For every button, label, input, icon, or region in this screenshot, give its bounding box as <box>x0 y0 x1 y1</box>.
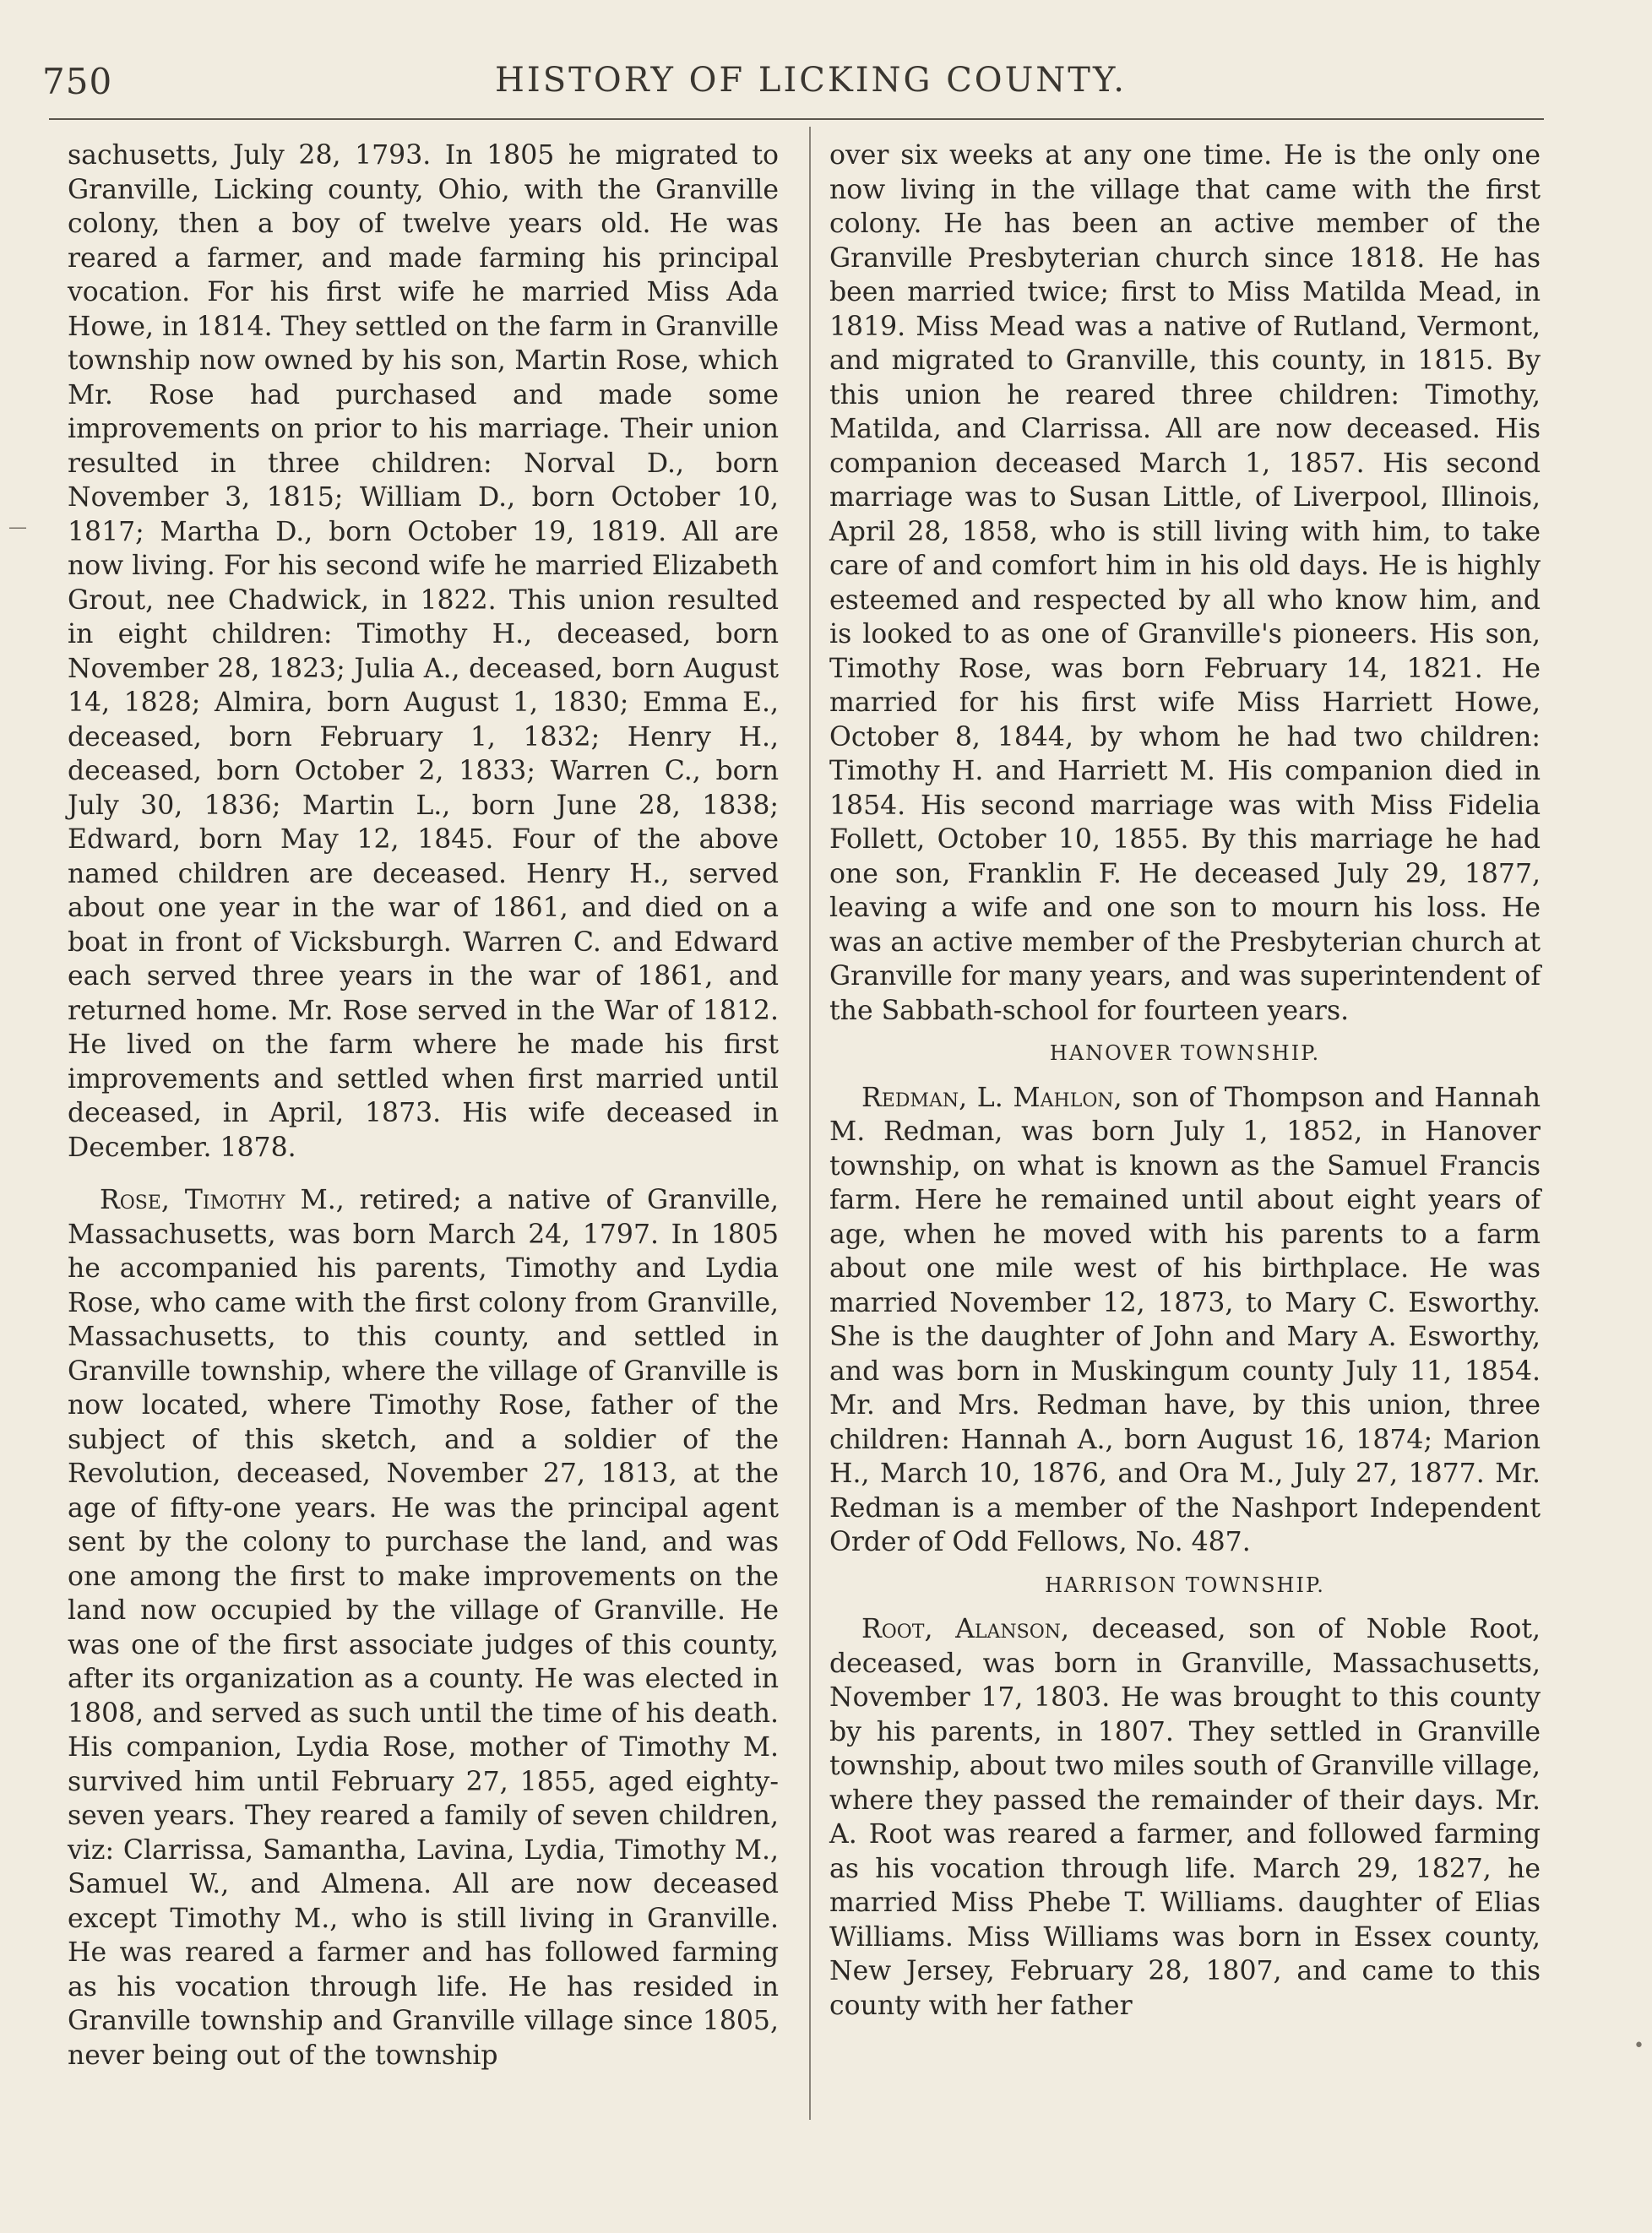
rose-timothy-m-body: retired; a native of Granville, Massachusetts, was born March 24, 1797. In 1805 he accompanied his parents, Timothy and Lydia Rose, who came with the first colony from Granville, Massachusetts, to this county, and settled in Granville township, where the village of Granville is now located, where Timothy Rose, father of the subject of this sketch, and a soldier of the Revolution, deceased, November 27, 1813, at the age of fifty-one years. He was the principal agent sent by the colony to purchase the land, and was one among the first to make improvements on the land now occupied by the village of Granville. He was one of the first associate judges of this county, after its organization as a county. He was elected in 1808, and served as such until the time of his death. His companion, Lydia Rose, mother of Timothy M. survived him until February 27, 1855, aged eighty-seven years. They reared a family of seven children, viz: Clarrissa, Samantha, Lavina, Lydia, Timothy M., Samuel W., and Almena. All are now deceased except Timothy M., who is still living in Granville. He was reared a farmer and has followed farming as his vocation through life. He has resided in Granville township and Granville village since 1805, never being out of the township <box>68 1185 779 2071</box>
right-paragraph-2 <box>829 1081 1541 1560</box>
redman-body: son of Thompson and Hannah M. Redman, was born July 1, 1852, in Hanover township, on what is known as the Samuel Francis farm. Here he remained until about eight years of age, when he moved with his parents to a farm about one mile west of his birthplace. He was married November 12, 1873, to Mary C. Esworthy. She is the daughter of John and Mary A. Esworthy, and was born in Muskingum county July 11, 1854. Mr. and Mrs. Redman have, by this union, three children: Hannah A., born August 16, 1874; Marion H., March 10, 1876, and Ora M., July 27, 1877. Mr. Redman is a member of the Nashport Independent Order of Odd Fellows, No. 487. <box>829 1082 1541 1557</box>
section-heading-hanover: HANOVER TOWNSHIP. <box>1049 1041 1321 1065</box>
left-paragraph-1: sachusetts, July 28, 1793. In 1805 he migrated to Granville, Licking county, Ohio, with the Granville colony, then a boy of twelve years old. He was reared a farmer, and made farming his principal vocation. For his first wife he married Miss Ada Howe, in 1814. They settled on the farm in Granville township now owned by his son, Martin Rose, which Mr. Rose had purchased and made some improvements on prior to his marriage. Their union resulted in three children: Norval D., born November 3, 1815; William D., born October 10, 1817; Martha D., born October 19, 1819. All are now living. For his second wife he married Elizabeth Grout, nee Chadwick, in 1822. This union resulted in eight children: Timothy H., deceased, born November 28, 1823; Julia A., deceased, born August 14, 1828; Almira, born August 1, 1830; Emma E., deceased, born February 1, 1832; Henry H., deceased, born October 2, 1833; Warren C., born July 30, 1836; Martin L., born June 28, 1838; Edward, born May 12, 1845. Four of the above named children are deceased. Henry H., served about one year in the war of 1861, and died on a boat in front of Vicksburgh. Warren C. and Edward each served three years in the war of 1861, and returned home. Mr. Rose served in the War of 1812. He lived on the farm where he made his first improvements and settled when first married until deceased, in April, 1873. His wife deceased in December. 1878. <box>68 140 779 1163</box>
left-column <box>68 139 779 2073</box>
left-paragraph-2 <box>68 1183 779 2073</box>
page-number: 750 <box>42 61 113 102</box>
rose-timothy-m-name: Rose, Timothy M., <box>100 1185 345 1215</box>
margin-dash-mark: — <box>8 517 27 538</box>
root-alanson-body: deceased, son of Noble Root, deceased, was born in Granville, Massachusetts, November 17, 1803. He was brought to this county by his parents, in 1807. They settled in Granville township, about two miles south of Granville village, where they passed the remainder of their days. Mr. A. Root was reared a farmer, and followed farming as his vocation through life. March 29, 1827, he married Miss Phebe T. Williams. daughter of Elias Williams. Miss Williams was born in Essex county, New Jersey, February 28, 1807, and came to this county with her father <box>829 1614 1541 2021</box>
redman-name: Redman, L. Mahlon, <box>861 1082 1122 1113</box>
section-heading-harrison: HARRISON TOWNSHIP. <box>1045 1573 1325 1597</box>
header-rule <box>49 118 1544 120</box>
right-column <box>829 139 1541 2023</box>
running-title: HISTORY OF LICKING COUNTY. <box>495 61 1127 100</box>
root-alanson-name: Root, Alanson, <box>861 1614 1070 1644</box>
right-paragraph-3 <box>829 1612 1541 2023</box>
margin-dot-mark: • <box>1633 2035 1644 2056</box>
right-paragraph-1: over six weeks at any one time. He is the only one now living in the village that came with the first colony. He has been an active member of the Granville Presbyterian church since 1818. He has been married twice; first to Miss Matilda Mead, in 1819. Miss Mead was a native of Rutland, Vermont, and migrated to Granville, this county, in 1815. By this union he reared three children: Timothy, Matilda, and Clarrissa. All are now deceased. His companion deceased March 1, 1857. His second marriage was to Susan Little, of Liverpool, Illinois, April 28, 1858, who is still living with him, to take care of and comfort him in his old days. He is highly esteemed and respected by all who know him, and is looked to as one of Granville's pioneers. His son, Timothy Rose, was born February 14, 1821. He married for his first wife Miss Harriett Howe, October 8, 1844, by whom he had two children: Timothy H. and Harriett M. His companion died in 1854. His second marriage was with Miss Fidelia Follett, October 10, 1855. By this marriage he had one son, Franklin F. He deceased July 29, 1877, leaving a wife and one son to mourn his loss. He was an active member of the Presbyterian church at Granville for many years, and was superintendent of the Sabbath-school for fourteen years. <box>829 140 1541 1026</box>
column-divider <box>809 127 811 2120</box>
